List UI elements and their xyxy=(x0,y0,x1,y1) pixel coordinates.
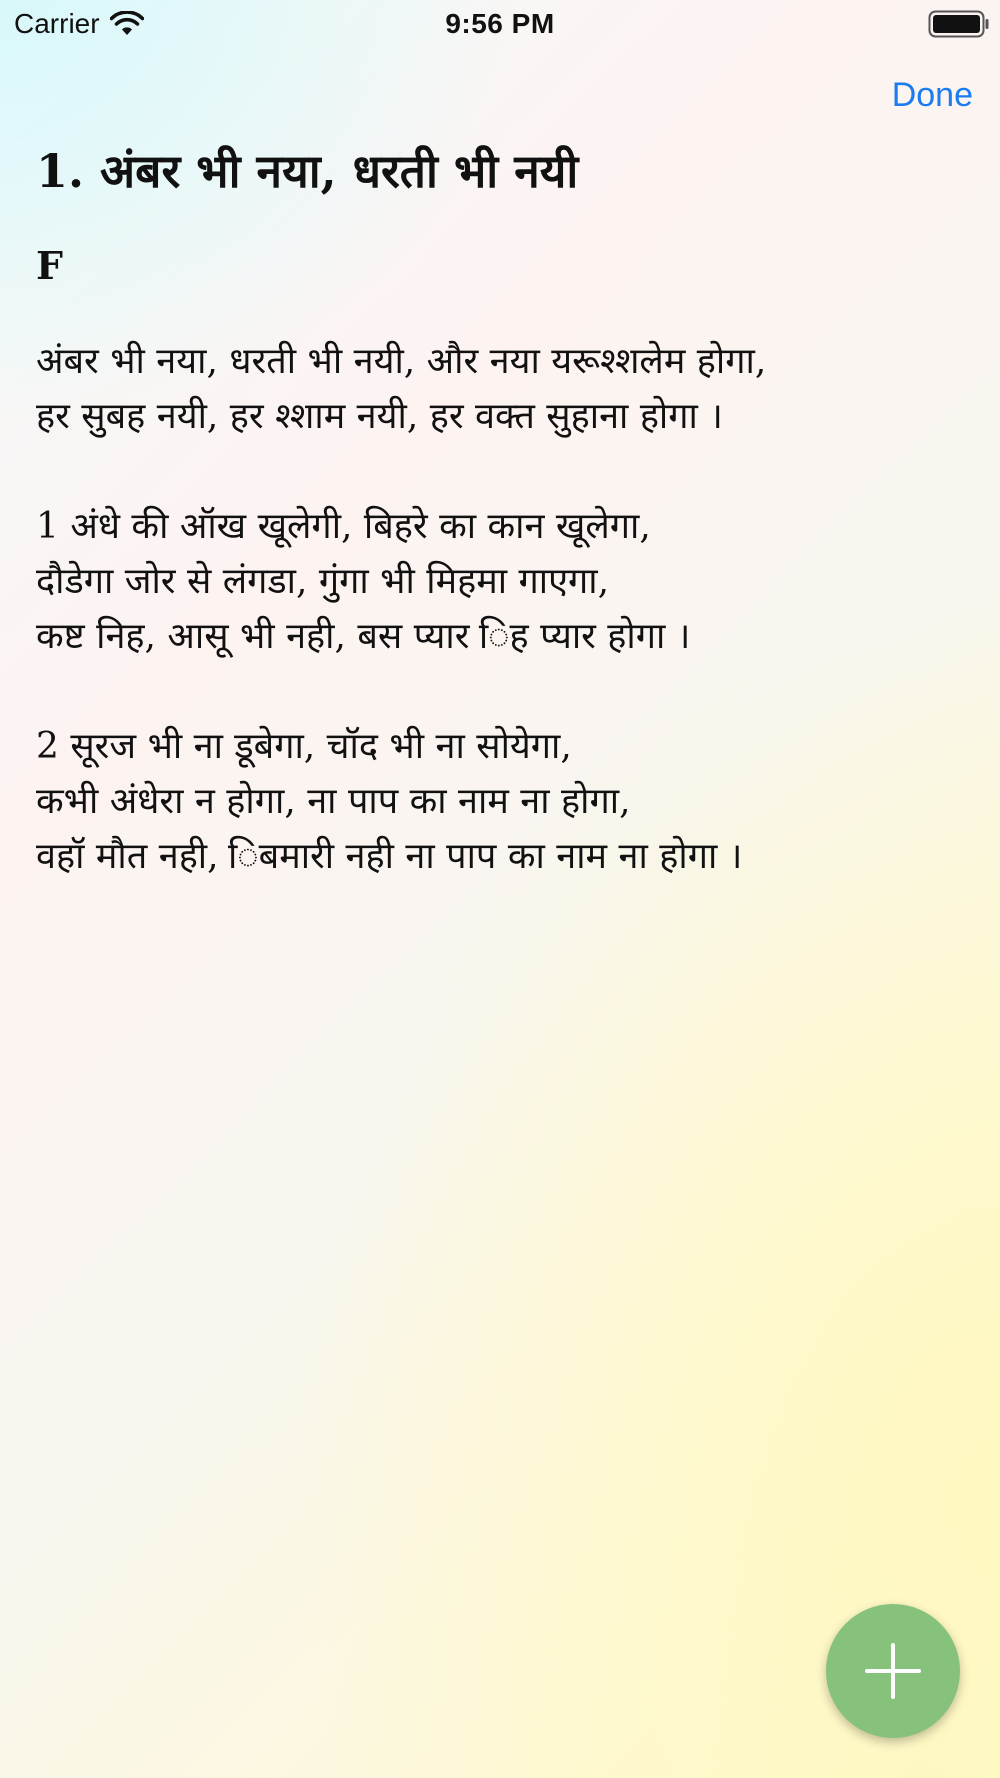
stanza-verse-1 xyxy=(36,499,956,664)
stanza-chorus xyxy=(36,334,956,444)
song-key: F xyxy=(36,243,63,288)
lyric-line: दौडेगा जोर से लंगडा, गुंगा भी मिहमा गाएगा, xyxy=(36,561,610,602)
lyric-line: वहॉ मौत नही, िबमारी नही ना पाप का नाम ना होगा । xyxy=(36,836,743,877)
lyric-line: 2 सूरज भी ना डूबेगा, चॉद भी ना सोयेगा, xyxy=(36,726,572,767)
plus-icon xyxy=(865,1643,921,1699)
done-button[interactable]: Done xyxy=(891,76,973,114)
battery-full-icon xyxy=(928,10,990,38)
carrier-label: Carrier xyxy=(14,8,100,39)
lyric-line: अंबर भी नया, धरती भी नयी, और नया यरूश्शलेम होगा, xyxy=(36,341,767,382)
lyric-line: कष्ट निह, आसू भी नही, बस प्यार िह प्यार होगा । xyxy=(36,616,691,657)
status-bar xyxy=(0,0,1000,52)
lyric-line: 1 अंधे की ऑख खूलेगी, बिहरे का कान खूलेगा, xyxy=(36,506,651,547)
lyric-line: कभी अंधेरा न होगा, ना पाप का नाम ना होगा, xyxy=(36,781,631,822)
add-button[interactable] xyxy=(826,1604,960,1738)
stanza-verse-2 xyxy=(36,719,956,884)
song-title: 1. अंबर भी नया, धरती भी नयी xyxy=(36,144,579,198)
song-content xyxy=(36,142,956,939)
lyric-line: हर सुबह नयी, हर श्शाम नयी, हर वक्त सुहाना होगा । xyxy=(36,396,723,437)
status-time: 9:56 PM xyxy=(445,8,555,39)
